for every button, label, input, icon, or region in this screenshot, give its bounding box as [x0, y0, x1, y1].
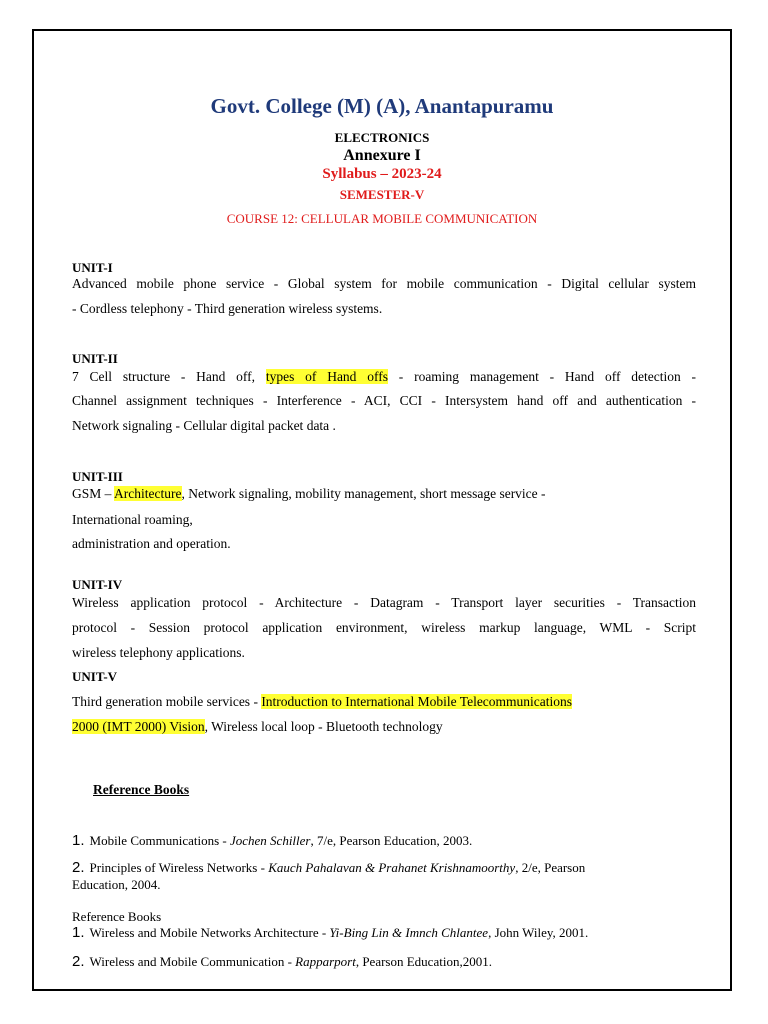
reference-details: , Pearson Education,2001.: [355, 954, 492, 969]
unit-2-line-1: [72, 369, 696, 385]
highlighted-text: types of Hand offs: [265, 369, 388, 384]
unit-5-line-1: [72, 694, 696, 710]
unit-3-text: GSM –: [72, 486, 115, 501]
unit-5-line-2: [72, 719, 696, 735]
reference-number: 2.: [72, 953, 85, 970]
unit-3-line-1: [72, 486, 696, 502]
unit-4-line-1: Wireless application protocol - Architecture - Datagram - Transport layer securities - Transaction: [72, 595, 696, 610]
unit-2-text: 7 Cell structure - Hand off,: [72, 369, 266, 384]
unit-3-line-3: administration and operation.: [72, 536, 231, 551]
highlighted-text: Introduction to International Mobile Telecommunications: [261, 694, 573, 709]
reference-title: Wireless and Mobile Networks Architecture -: [89, 925, 330, 940]
reference-title: Principles of Wireless Networks -: [89, 860, 269, 875]
course-title: COURSE 12: CELLULAR MOBILE COMMUNICATION: [226, 211, 538, 226]
unit-5-text: , Wireless local loop - Bluetooth technology: [204, 719, 443, 734]
reference-item: [72, 859, 585, 876]
unit-3-title: UNIT-III: [72, 469, 123, 484]
unit-2-line-3: Network signaling - Cellular digital packet data .: [72, 418, 336, 433]
reference-continuation: Education, 2004.: [72, 877, 161, 892]
reference-number: 2.: [72, 859, 85, 876]
reference-books-heading: Reference Books: [93, 782, 190, 797]
reference-author: Kauch Pahalavan & Prahanet Krishnamoorthy: [268, 860, 516, 875]
unit-2-title: UNIT-II: [72, 351, 118, 366]
unit-3-line-2: International roaming,: [72, 512, 193, 527]
syllabus-year: Syllabus – 2023-24: [322, 166, 442, 182]
reference-books-subheading: Reference Books: [72, 909, 162, 924]
reference-title: Wireless and Mobile Communication -: [89, 954, 296, 969]
reference-author: Rapparport: [295, 954, 356, 969]
reference-author: Jochen Schiller: [229, 833, 311, 848]
unit-1-line-1: Advanced mobile phone service - Global system for mobile communication - Digital cellular system: [72, 276, 696, 291]
reference-details: , John Wiley, 2001.: [488, 925, 589, 940]
unit-1-line-2: - Cordless telephony - Third generation wireless systems.: [72, 301, 383, 316]
reference-title: Mobile Communications -: [89, 833, 230, 848]
unit-4-line-3: wireless telephony applications.: [72, 645, 245, 660]
reference-item: [72, 953, 492, 970]
reference-item: [72, 832, 472, 849]
annexure-heading: Annexure I: [343, 147, 421, 164]
unit-5-text: Third generation mobile services -: [72, 694, 262, 709]
highlighted-text: Architecture: [114, 486, 182, 501]
reference-number: 1.: [72, 832, 85, 849]
reference-author: Yi-Bing Lin & Imnch Chlantee: [329, 925, 489, 940]
unit-3-text: , Network signaling, mobility management, short message service -: [181, 486, 546, 501]
reference-item: [72, 924, 588, 941]
semester-heading: SEMESTER-V: [339, 187, 425, 202]
department-heading: ELECTRONICS: [334, 130, 430, 145]
document-page: [32, 29, 732, 991]
reference-number: 1.: [72, 924, 85, 941]
college-title: Govt. College (M) (A), Anantapuramu: [210, 94, 554, 118]
unit-1-title: UNIT-I: [72, 260, 113, 275]
unit-2-text: - roaming management - Hand off detection -: [387, 369, 696, 384]
unit-2-line-2: Channel assignment techniques - Interference - ACI, CCI - Intersystem hand off and authentication -: [72, 393, 696, 408]
unit-4-title: UNIT-IV: [72, 577, 123, 592]
unit-5-title: UNIT-V: [72, 669, 118, 684]
reference-details: , 2/e, Pearson: [515, 860, 586, 875]
unit-4-line-2: protocol - Session protocol application environment, wireless markup language, WML - Script: [72, 620, 696, 635]
highlighted-text: 2000 (IMT 2000) Vision: [72, 719, 205, 734]
reference-details: , 7/e, Pearson Education, 2003.: [310, 833, 473, 848]
